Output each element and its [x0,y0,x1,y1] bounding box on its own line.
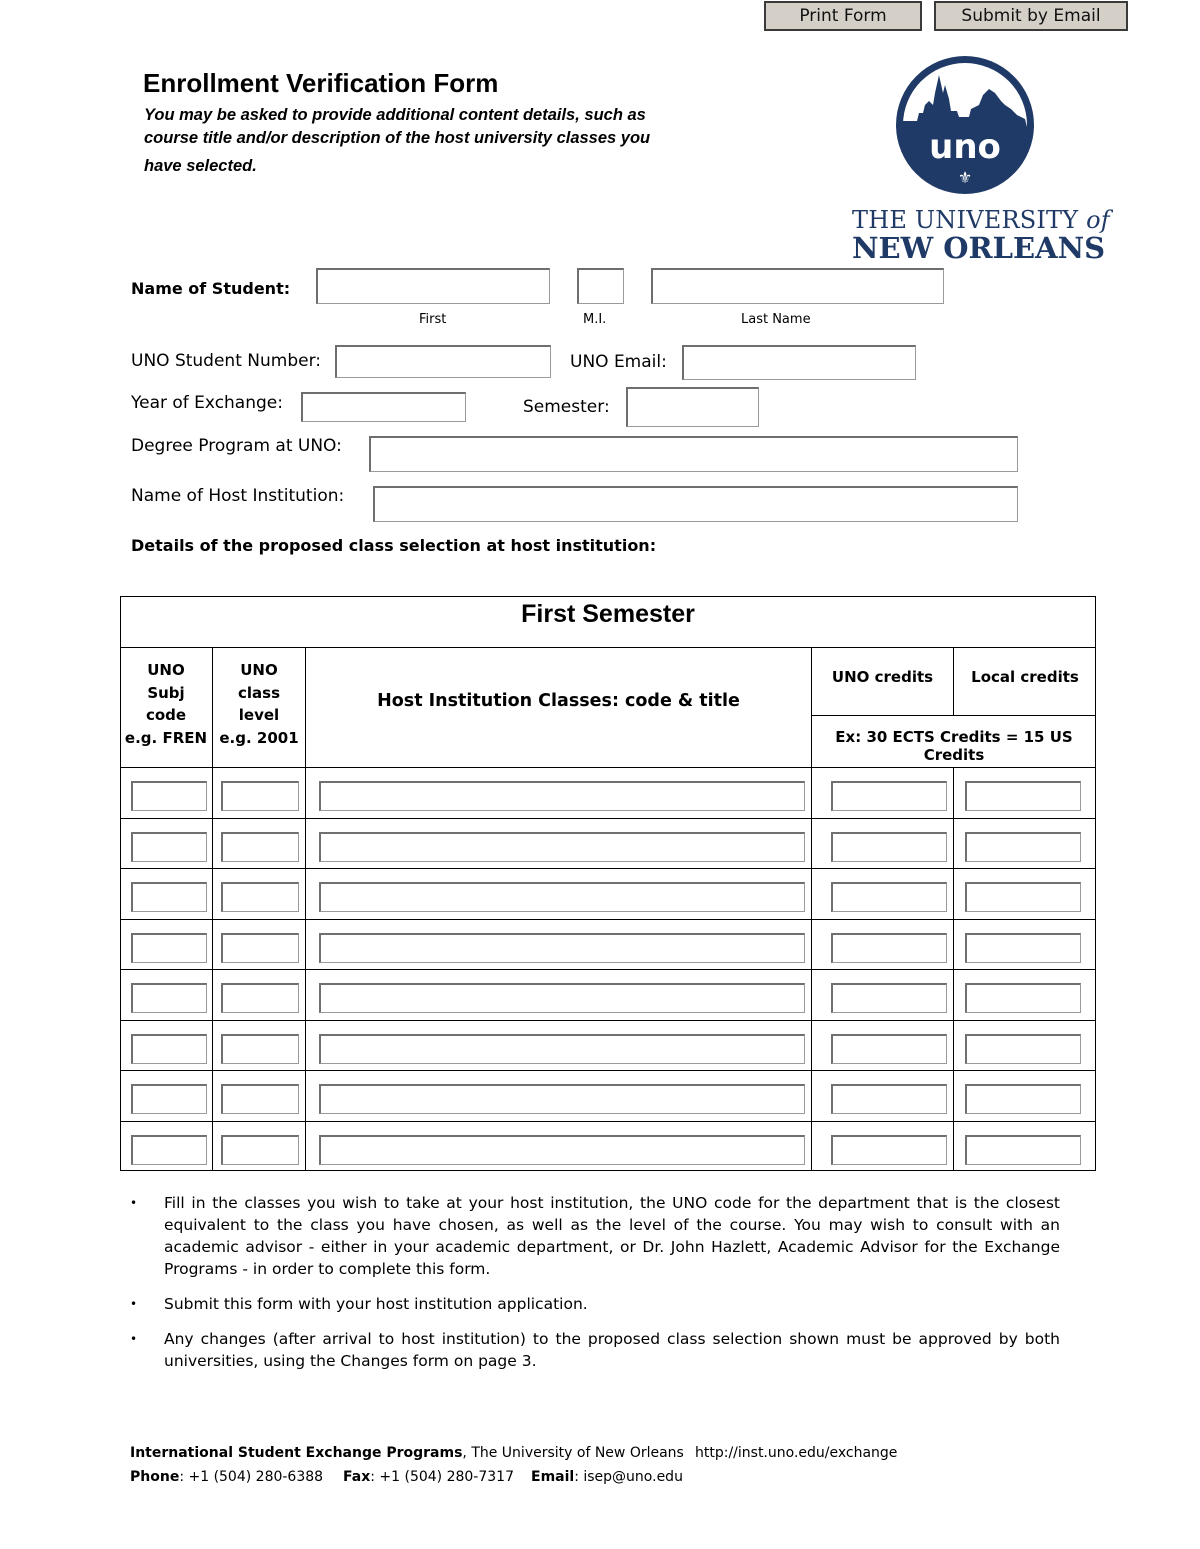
col-header-line: class [237,683,280,702]
wordmark-line-2: NEW ORLEANS [852,231,1106,265]
uno-credits-field[interactable] [831,983,947,1013]
subj-code-field[interactable] [131,781,207,811]
class-level-field[interactable] [221,781,299,811]
row-divider [120,1121,1096,1122]
credits-example: Ex: 30 ECTS Credits = 15 US Credits [835,728,1073,764]
semester-field[interactable] [626,387,759,427]
host-class-field[interactable] [319,1084,805,1114]
footer-org-rest: , The University of New Orleans [462,1445,684,1461]
table-divider [120,767,1096,768]
local-credits-field[interactable] [965,933,1081,963]
name-of-student-label: Name of Student: [131,279,291,298]
phone-label: Phone [130,1469,180,1485]
semester-label: Semester: [523,397,610,417]
subj-code-field[interactable] [131,983,207,1013]
uno-credits-field[interactable] [831,832,947,862]
subtitle-line-2: course title and/or description of the host university classes you [144,129,651,147]
footer-phone [130,1469,323,1485]
host-class-field[interactable] [319,1034,805,1064]
instruction-text: Fill in the classes you wish to take at your host institution, the UNO code for the department that is the closest equivalent to the class you have chosen, as well as the level of the course. You may wish to consult with an academic advisor - either in your academic department, or Dr. John Hazlett, Academic Advisor for the Exchange Programs - in order to complete this form. [164,1194,1060,1278]
host-class-field[interactable] [319,983,805,1013]
uno-credits-field[interactable] [831,1084,947,1114]
instructions-list [130,1192,1060,1385]
col-header-line: e.g. FREN [124,728,208,747]
table-divider [811,647,812,1171]
degree-program-label: Degree Program at UNO: [131,436,342,456]
col-header-line: UNO [147,661,185,679]
table-title: First Semester [521,600,695,628]
subj-code-field[interactable] [131,1084,207,1114]
middle-initial-field[interactable] [577,268,624,304]
row-divider [120,868,1096,869]
col-header-line: level [238,706,280,724]
uno-email-label: UNO Email: [570,352,667,372]
row-divider [120,1070,1096,1071]
fax-value: : +1 (504) 280-7317 [370,1469,514,1485]
print-form-button[interactable]: Print Form [764,1,922,31]
fax-label: Fax [343,1469,371,1485]
col-header-class-level [213,659,305,749]
class-level-field[interactable] [221,933,299,963]
class-selection-heading: Details of the proposed class selection at host institution: [131,536,657,555]
subtitle-line-1: You may be asked to provide additional content details, such as [144,106,646,124]
page-subtitle [144,104,744,178]
local-credits-field[interactable] [965,1034,1081,1064]
class-level-field[interactable] [221,1084,299,1114]
subj-code-field[interactable] [131,832,207,862]
host-class-field[interactable] [319,933,805,963]
wordmark-of: of [1086,206,1110,234]
col-header-line: code [145,706,187,724]
first-name-field[interactable] [316,268,550,304]
col-header-line: UNO [240,661,278,679]
host-institution-label: Name of Host Institution: [131,486,345,506]
row-divider [120,969,1096,970]
class-level-field[interactable] [221,1135,299,1165]
bullet-icon: • [130,1297,138,1311]
last-name-field[interactable] [651,268,944,304]
row-divider [120,1020,1096,1021]
wordmark-line-1: THE UNIVERSITY [852,206,1079,234]
footer-org-name: International Student Exchange Programs [130,1445,463,1461]
degree-program-field[interactable] [369,436,1018,472]
footer-org [130,1445,684,1461]
host-class-field[interactable] [319,832,805,862]
col-header-line: e.g. 2001 [219,728,299,747]
row-divider [120,818,1096,819]
col-header-host-classes: Host Institution Classes: code & title [377,691,740,711]
subj-code-field[interactable] [131,1034,207,1064]
fleur-de-lis-icon: ⚜ [957,168,973,187]
col-header-local-credits: Local credits [971,668,1079,686]
table-divider [305,647,306,1171]
bullet-icon: • [130,1332,138,1346]
host-class-field[interactable] [319,882,805,912]
student-number-field[interactable] [335,345,551,378]
table-divider [120,647,1096,648]
university-wordmark [852,206,1110,265]
list-item [130,1328,1060,1372]
footer-url[interactable]: http://inst.uno.edu/exchange [695,1445,898,1461]
subj-code-field[interactable] [131,933,207,963]
row-divider [120,919,1096,920]
footer-fax [343,1469,514,1485]
year-of-exchange-field[interactable] [301,392,466,422]
local-credits-field[interactable] [965,832,1081,862]
instruction-text: Submit this form with your host institution application. [164,1295,588,1313]
submit-by-email-button[interactable]: Submit by Email [934,1,1128,31]
list-item [130,1293,1060,1315]
host-class-field[interactable] [319,781,805,811]
class-level-field[interactable] [221,882,299,912]
uno-credits-field[interactable] [831,781,947,811]
uno-credits-field[interactable] [831,882,947,912]
uno-seal-graphic [893,55,1037,195]
uno-credits-field[interactable] [831,933,947,963]
student-number-label: UNO Student Number: [131,351,321,371]
footer-email [531,1469,683,1485]
subtitle-line-3: have selected. [144,157,257,175]
local-credits-field[interactable] [965,983,1081,1013]
page-title: Enrollment Verification Form [143,68,499,98]
uno-credits-field[interactable] [831,1135,947,1165]
uno-email-field[interactable] [682,345,916,380]
email-label: Email [531,1469,575,1485]
class-level-field[interactable] [221,983,299,1013]
col-header-line: Subj [147,683,185,702]
uno-seal-logo [893,55,1037,195]
mi-caption: M.I. [583,312,607,327]
email-value: : isep@uno.edu [574,1469,683,1485]
first-caption: First [419,312,447,327]
uno-credits-field[interactable] [831,1034,947,1064]
host-class-field[interactable] [319,1135,805,1165]
local-credits-field[interactable] [965,781,1081,811]
year-of-exchange-label: Year of Exchange: [131,393,283,413]
local-credits-field[interactable] [965,1084,1081,1114]
phone-value: : +1 (504) 280-6388 [179,1469,324,1485]
host-institution-field[interactable] [373,486,1018,522]
subj-code-field[interactable] [131,882,207,912]
seal-text: uno [929,127,1001,167]
subj-code-field[interactable] [131,1135,207,1165]
class-level-field[interactable] [221,832,299,862]
col-header-uno-credits: UNO credits [831,668,934,686]
bullet-icon: • [130,1196,138,1210]
local-credits-field[interactable] [965,882,1081,912]
list-item [130,1192,1060,1280]
local-credits-field[interactable] [965,1135,1081,1165]
class-level-field[interactable] [221,1034,299,1064]
last-name-caption: Last Name [741,312,811,327]
instruction-text: Any changes (after arrival to host institution) to the proposed class selection shown must be approved by both universities, using the Changes form on page 3. [164,1330,1060,1370]
col-header-subj-code [120,659,212,749]
